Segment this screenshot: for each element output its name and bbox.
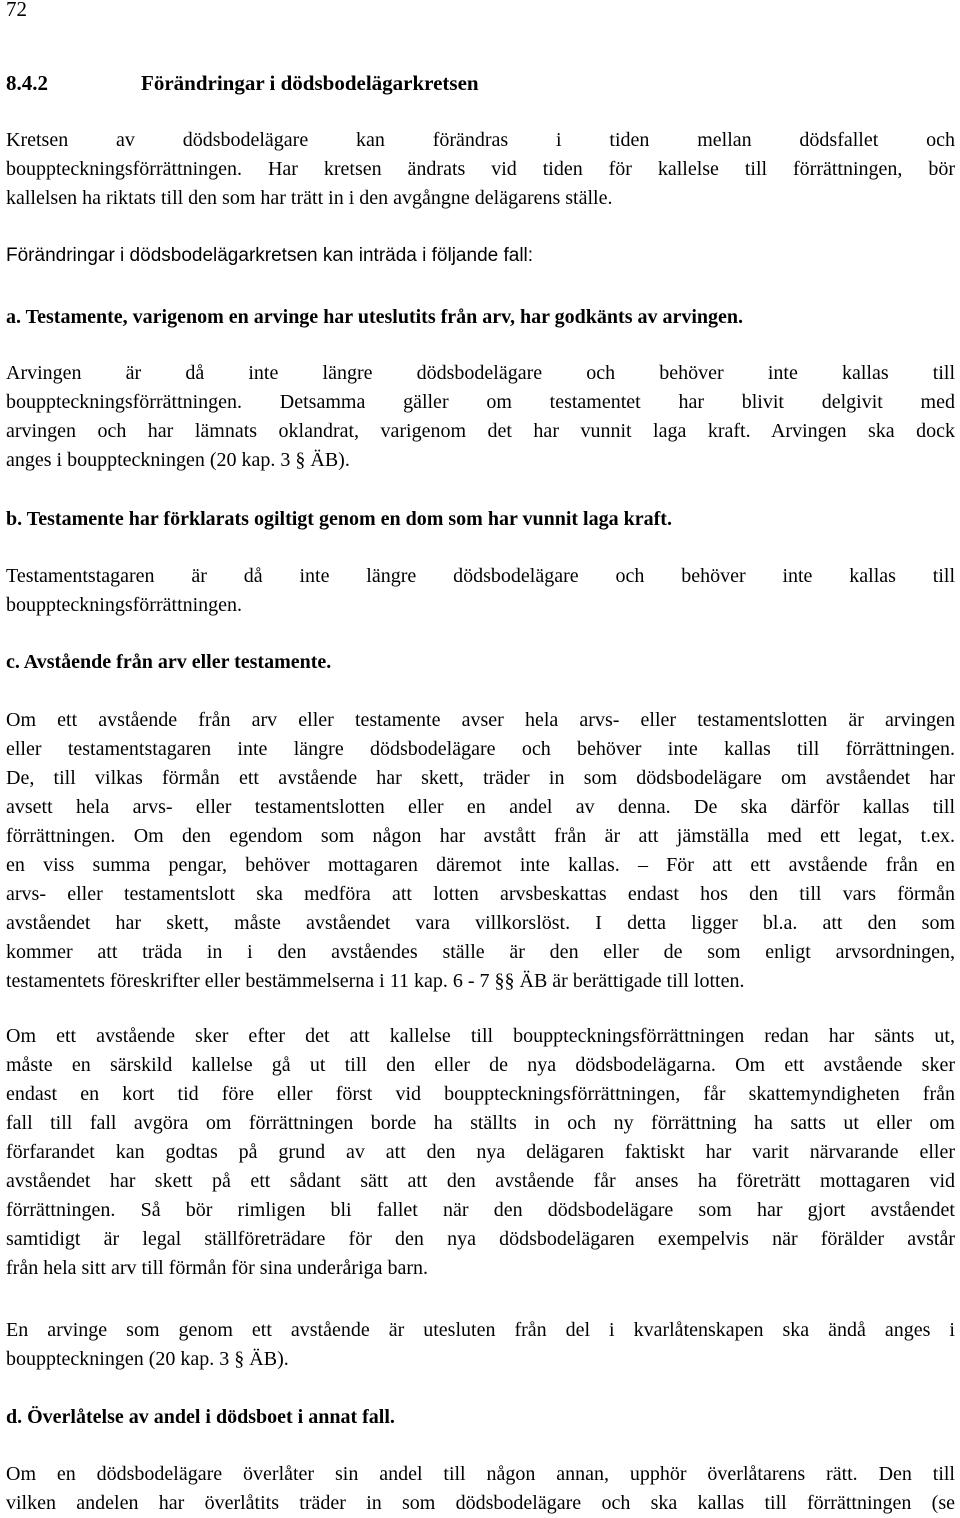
case-d-paragraph [6,1460,955,1518]
case-b-paragraph [6,562,955,620]
cases-intro [6,241,955,270]
paragraph-line: avståendet har skett på ett sådant sätt att den avstående får anses ha företrätt mottagaren vid [6,1170,955,1192]
case-c-paragraph-2 [6,1022,955,1283]
case-c-heading [6,648,955,677]
paragraph-line: Testamentstagaren är då inte längre dödsbodelägare och behöver inte kallas till [6,565,955,587]
paragraph-line: Arvingen är då inte längre dödsbodelägare och behöver inte kallas till [6,362,955,384]
case-b-heading-text: b. Testamente har förklarats ogiltigt genom en dom som har vunnit laga kraft. [6,508,672,530]
section-heading [6,70,479,96]
paragraph-line: kallelsen ha riktats till den som har trätt in i den avgångne delägarens ställe. [6,187,613,209]
paragraph-line: testamentets föreskrifter eller bestämmelserna i 11 kap. 6 - 7 §§ ÄB är berättigade till lotten. [6,970,745,992]
case-a-heading [6,303,955,332]
paragraph-line: arvingen och har lämnats oklandrat, varigenom det har vunnit laga kraft. Arvingen ska dock [6,420,955,442]
paragraph-line: Kretsen av dödsbodelägare kan förändras i tiden mellan dödsfallet och [6,129,955,151]
paragraph-line: De, till vilkas förmån ett avstående har skett, träder in som dödsbodelägare om avståendet har [6,767,955,789]
paragraph-line: kommer att träda in i den avståendes ställe är den eller de som enligt arvsordningen, [6,941,955,963]
page-number: 72 [6,0,27,21]
paragraph-line: en viss summa pengar, behöver mottagaren däremot inte kallas. – För att ett avstående från en [6,854,955,876]
section-number: 8.4.2 [6,71,48,95]
case-c-paragraph-1 [6,706,955,996]
paragraph-line: avståendet har skett, måste avståendet vara villkorslöst. I detta ligger bl.a. att den som [6,912,955,934]
case-a-paragraph [6,359,955,475]
paragraph-line: bouppteckningen (20 kap. 3 § ÄB). [6,1348,289,1370]
paragraph-line: måste en särskild kallelse gå ut till den eller de nya dödsbodelägarna. Om ett avstående sker [6,1054,955,1076]
paragraph-line: Om ett avstående sker efter det att kallelse till bouppteckningsförrättningen redan har sänts ut, [6,1025,955,1047]
paragraph-line: anges i bouppteckningen (20 kap. 3 § ÄB). [6,449,350,471]
paragraph-line: samtidigt är legal ställföreträdare för den nya dödsbodelägaren exempelvis när förälder avstår [6,1228,955,1250]
case-a-heading-text: a. Testamente, varigenom en arvinge har uteslutits från arv, har godkänts av arvingen. [6,306,744,328]
paragraph-line: eller testamentstagaren inte längre dödsbodelägare och behöver inte kallas till förrättningen. [6,738,955,760]
paragraph-line: bouppteckningsförrättningen. [6,594,243,616]
intro-paragraph [6,126,955,213]
cases-intro-text: Förändringar i dödsbodelägarkretsen kan inträda i följande fall: [6,245,534,266]
paragraph-line: En arvinge som genom ett avstående är utesluten från del i kvarlåtenskapen ska ändå anges i [6,1319,955,1341]
paragraph-line: förrättningen. Om den egendom som någon har avstått från är att jämställa med ett legat, t.ex. [6,825,955,847]
paragraph-line: förrättningen. Så bör rimligen bli fallet när den dödsbodelägare som har gjort avståendet [6,1199,955,1221]
paragraph-line: bouppteckningsförrättningen. Detsamma gäller om testamentet har blivit delgivit med [6,391,955,413]
case-c-paragraph-3 [6,1316,955,1374]
paragraph-line: fall till fall avgöra om förrättningen borde ha ställts in och ny förrättning ha satts ut eller om [6,1112,955,1134]
paragraph-line: vilken andelen har överlåtits träder in som dödsbodelägare och ska kallas till förrättningen (se [6,1492,955,1514]
paragraph-line: Om ett avstående från arv eller testamente avser hela arvs- eller testamentslotten är arvingen [6,709,955,731]
paragraph-line: bouppteckningsförrättningen. Har kretsen ändrats vid tiden för kallelse till förrättningen, bör [6,158,955,180]
case-b-heading [6,505,955,534]
paragraph-line: arvs- eller testamentslott ska medföra att lotten arvsbeskattas endast hos den till vars förmån [6,883,955,905]
paragraph-line: från hela sitt arv till förmån för sina underåriga barn. [6,1257,429,1279]
paragraph-line: Om en dödsbodelägare överlåter sin andel till någon annan, upphör överlåtarens rätt. Den till [6,1463,955,1485]
paragraph-line: avsett hela arvs- eller testamentslotten eller en andel av denna. De ska därför kallas till [6,796,955,818]
paragraph-line: förfarandet kan godtas på grund av att den nya delägaren faktiskt har varit närvarande eller [6,1141,955,1163]
case-d-heading-text: d. Överlåtelse av andel i dödsboet i annat fall. [6,1406,395,1428]
case-c-heading-text: c. Avstående från arv eller testamente. [6,651,332,673]
section-title: Förändringar i dödsbodelägarkretsen [141,71,479,95]
paragraph-line: endast en kort tid före eller först vid bouppteckningsförrättningen, får skattemyndigheten från [6,1083,955,1105]
case-d-heading [6,1403,955,1432]
